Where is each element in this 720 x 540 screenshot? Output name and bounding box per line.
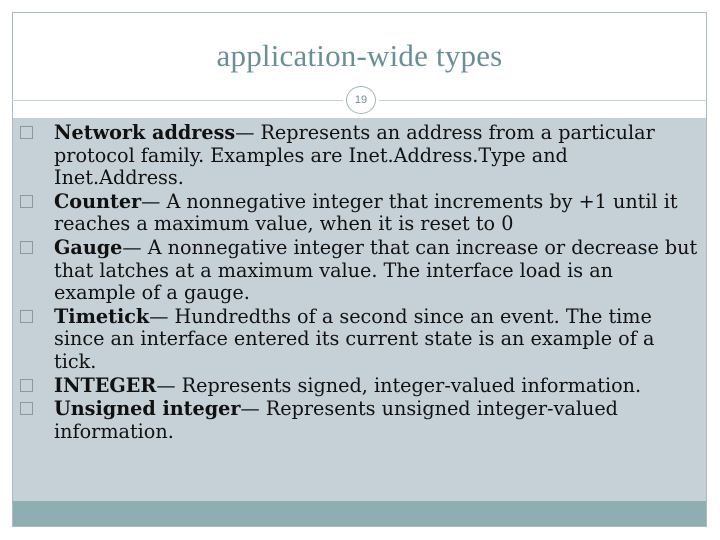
hollow-square-bullet-icon: [20, 402, 33, 415]
item-term: Counter: [54, 189, 142, 213]
item-term: Timetick: [54, 304, 150, 328]
hollow-square-bullet-icon: [20, 195, 33, 208]
slide-number-badge: 19: [346, 86, 376, 114]
item-description: — A nonnegative integer that can increase or decrease but that latches at a maximum value. The interface load is an example of a gauge.: [54, 235, 698, 305]
list-item: [20, 237, 700, 305]
footer-bar: [13, 501, 706, 526]
item-description: — Represents signed, integer-valued information.: [156, 373, 642, 397]
list-item: [20, 306, 700, 374]
item-term: INTEGER: [54, 373, 157, 397]
list-item: [20, 375, 700, 398]
hollow-square-bullet-icon: [20, 379, 33, 392]
list-item: [20, 398, 700, 443]
slide-title: application-wide types: [216, 38, 503, 73]
list-item: [20, 191, 700, 236]
item-term: Network address: [54, 121, 236, 144]
item-description: — Represents an address from a particular protocol family. Examples are Inet.Address.Type and Inet.Address.: [54, 121, 655, 190]
item-term: Gauge: [54, 235, 123, 259]
item-description: — A nonnegative integer that increments by +1 until it reaches a maximum value, when it is reset to 0: [54, 189, 678, 236]
item-term: Unsigned integer: [54, 397, 241, 421]
hollow-square-bullet-icon: [20, 241, 33, 254]
item-description: — Hundredths of a second since an event. The time since an interface entered its current state is an example of a tick.: [54, 304, 655, 373]
list-item: [20, 122, 700, 190]
hollow-square-bullet-icon: [20, 310, 33, 323]
item-description: — Represents unsigned integer-valued information.: [54, 397, 618, 443]
hollow-square-bullet-icon: [20, 126, 33, 139]
bullet-list: [20, 122, 700, 444]
